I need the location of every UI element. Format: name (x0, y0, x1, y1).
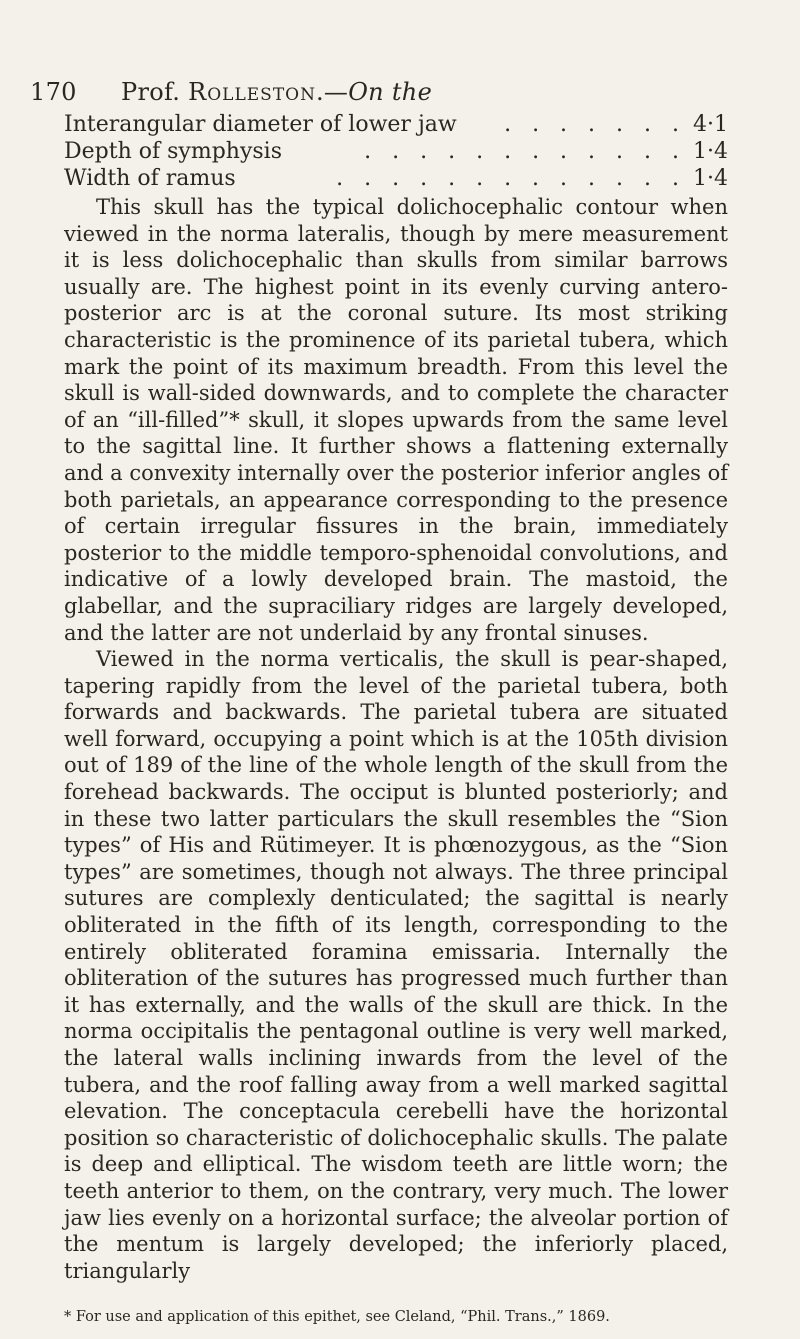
running-title (121, 78, 432, 106)
header-author: Rolleston (188, 78, 316, 106)
paragraph: This skull has the typical dolichocephalic contour when viewed in the norma lateralis, though by mere measurement it is less dolichocephalic than skulls from similar barrows usually are. The highest point in its evenly curving antero-posterior arc is at the coronal suture. Its most striking characteristic is the prominence of its parietal tubera, which mark the point of its maximum breadth. From this level the skull is wall-sided downwards, and to complete the character of an “ill-filled”* skull, it slopes upwards from the same level to the sagittal line. It further shows a flattening externally and a convexity internally over the posterior inferior angles of both parietals, an appearance corresponding to the presence of certain irregular fissures in the brain, immediately posterior to the middle temporo-sphenoidal convolutions, and indicative of a lowly developed brain. The mastoid, the glabellar, and the supraciliary ridges are largely developed, and the latter are not underlaid by any frontal sinuses. (64, 195, 728, 645)
header-separator: .— (315, 78, 349, 106)
leader-dots: . . . . . . . . . . . . (364, 139, 686, 164)
measurement-label: Interangular diameter of lower jaw (64, 112, 457, 137)
measurement-row (64, 166, 728, 193)
measurement-label: Width of ramus (64, 166, 236, 191)
measurement-value: 4·1 (693, 112, 728, 137)
header-prefix: Prof. (121, 78, 181, 106)
measurement-row (64, 112, 728, 139)
header-title: On the (348, 78, 433, 106)
measurement-list (64, 112, 728, 193)
page-number: 170 (30, 78, 77, 106)
body-text (64, 194, 728, 1284)
measurement-value: 1·4 (693, 166, 728, 191)
measurement-value: 1·4 (693, 139, 728, 164)
footnote: * For use and application of this epithet, see Cleland, “Phil. Trans.,” 1869. (64, 1309, 610, 1325)
leader-dots: . . . . . . . (504, 112, 686, 137)
leader-dots: . . . . . . . . . . . . . (336, 166, 686, 191)
paragraph: Viewed in the norma verticalis, the skull is pear-shaped, tapering rapidly from the level of the parietal tubera, both forwards and backwards. The parietal tubera are situated well forward, occupying a point which is at the 105th division out of 189 of the line of the whole length of the skull from the forehead backwards. The occiput is blunted posteriorly; and in these two latter particulars the skull resembles the “Sion types” of His and Rütimeyer. It is phœnozygous, as the “Sion types” are sometimes, though not always. The three principal sutures are complexly denticulated; the sagittal is nearly obliterated in the fifth of its length, corresponding to the entirely obliterated foramina emissaria. Internally the obliteration of the sutures has progressed much further than it has externally, and the walls of the skull are thick. In the norma occipitalis the pentagonal outline is very well marked, the lateral walls inclining inwards from the level of the tubera, and the roof falling away from a well marked sagittal elevation. The conceptacula cerebelli have the horizontal position so characteristic of dolichocephalic skulls. The palate is deep and elliptical. The wisdom teeth are little worn; the teeth anterior to them, on the contrary, very much. The lower jaw lies evenly on a horizontal surface; the alveolar portion of the mentum is largely developed; the inferiorly placed, triangularly (64, 647, 728, 1283)
measurement-label: Depth of symphysis (64, 139, 283, 164)
measurement-row (64, 139, 728, 166)
